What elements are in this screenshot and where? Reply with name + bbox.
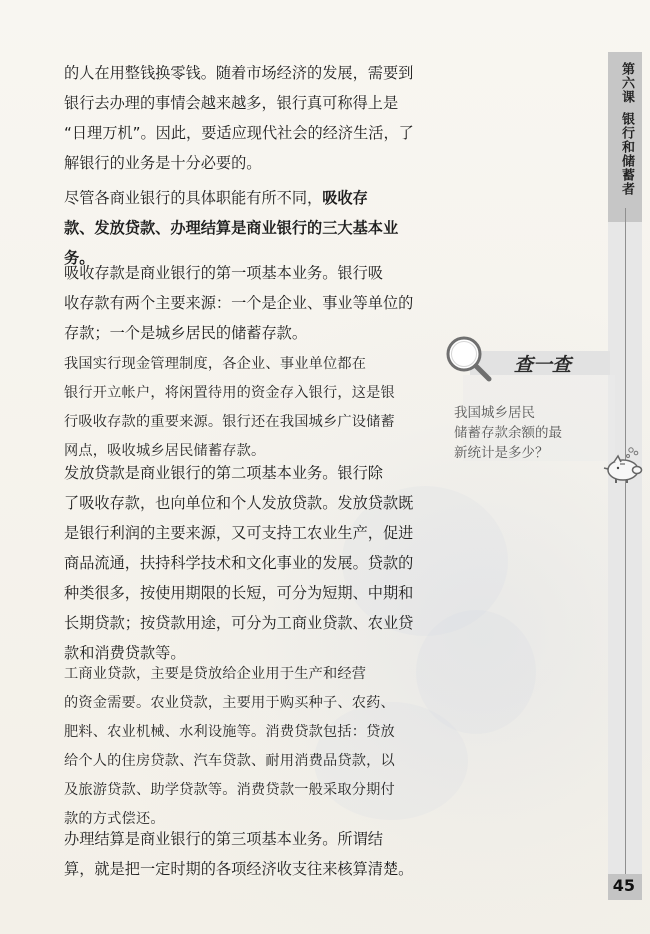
paragraph-4: 我国实行现金管理制度，各企业、事业单位都在 银行开立帐户，将闲置待用的资金存入银行，这是银 行吸收存款的重要来源。银行还在我国城乡广设储蓄 网点，吸收城乡居民储蓄存款。 [64, 356, 395, 459]
paragraph-1: 的人在用整钱换零钱。随着市场经济的发展，需要到 银行去办理的事情会越来越多，银行真可称得上是 “日理万机”。因此，要适应现代社会的经济生活，了 解银行的业务是十分必要的。 [64, 64, 414, 172]
topic-label: 银行和储蓄者 [619, 112, 634, 196]
paragraph-2-prefix: 尽管各商业银行的具体职能有所不同， [64, 189, 323, 207]
paragraph-6: 工商业贷款，主要是贷放给企业用于生产和经营 的资金需要。农业贷款，主要用于购买种子、农药、 肥料、农业机械、水利设施等。消费贷款包括：贷放 给个人的住房贷款、汽车贷款、耐用消费品贷款，以 及旅游贷款、助学贷款等。消费贷款一般采取分期付 款的方式偿还。 [64, 666, 395, 827]
paragraph-3: 吸收存款是商业银行的第一项基本业务。银行吸 收存款有两个主要来源：一个是企业、事业等单位的 存款；一个是城乡居民的储蓄存款。 [64, 264, 414, 342]
chapter-divider-line [625, 208, 626, 898]
piggy-bank-icon [600, 446, 646, 484]
magnifier-icon [442, 332, 500, 390]
lookup-title: 查一查 [514, 354, 572, 376]
paragraph-2-emphasis: 吸收存 款、发放贷款、办理结算是商业银行的三大基本业 务。 [64, 189, 399, 267]
lookup-question: 我国城乡居民 储蓄存款余额的最 新统计是多少？ [454, 405, 562, 461]
lesson-label: 第六课 [619, 62, 634, 104]
paragraph-7: 办理结算是商业银行的第三项基本业务。所谓结 算，就是把一定时期的各项经济收支往来核算清楚。 [64, 830, 414, 878]
paragraph-5: 发放贷款是商业银行的第二项基本业务。银行除 了吸收存款，也向单位和个人发放贷款。发放贷款既 是银行利润的主要来源，又可支持工农业生产，促进 商品流通，扶持科学技术和文化事业的发展。贷款的 种类很多，按使用期限的长短，可分为短期、中期和 长期贷款；按贷款用途，可分为工商业贷款、农业贷 款和消费贷款等。 [64, 464, 414, 662]
page-number: 45 [612, 876, 635, 895]
